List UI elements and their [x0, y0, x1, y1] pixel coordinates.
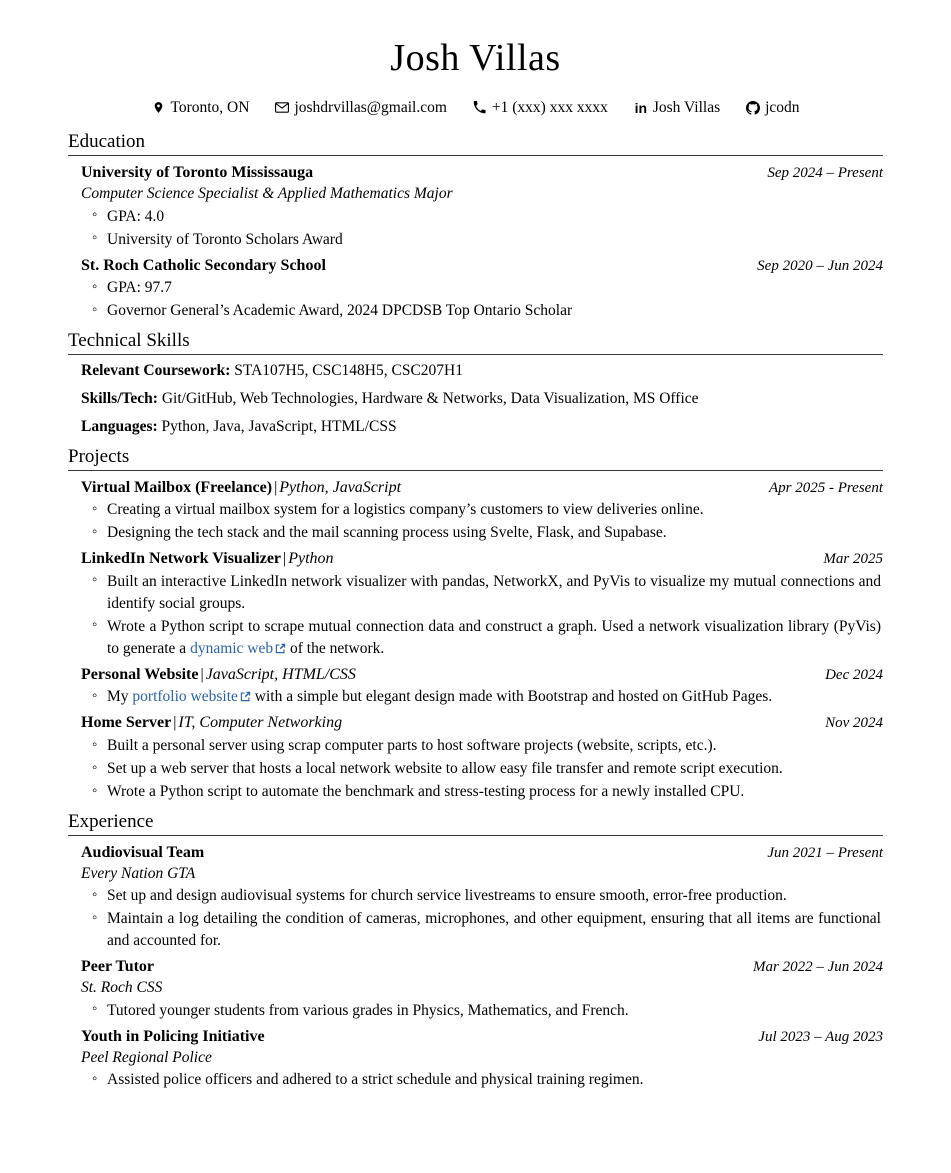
- contact-location-label: Toronto, ON: [170, 98, 250, 116]
- list-item: ◦ Tutored younger students from various grades in Physics, Mathematics, and French.: [107, 1000, 883, 1022]
- contact-phone-label: +1 (xxx) xxx xxxx: [491, 98, 608, 116]
- section-experience: [68, 811, 883, 1091]
- entry-title: St. Roch Catholic Secondary School: [81, 256, 326, 274]
- entry-date: Dec 2024: [825, 666, 883, 683]
- list-item: ◦ Built an interactive LinkedIn network visualizer with pandas, NetworkX, and PyVis to visualize my mutual connections and identify social groups.: [107, 571, 883, 615]
- entry-bullets: [81, 1069, 883, 1091]
- skill-value: Python, Java, JavaScript, HTML/CSS: [161, 417, 397, 435]
- section-rule: [68, 835, 883, 836]
- location-pin-icon: [151, 101, 165, 115]
- skill-label: Languages:: [81, 417, 158, 435]
- contact-location: [151, 100, 249, 116]
- section-rule: [68, 470, 883, 471]
- entry-bullets: [81, 499, 883, 544]
- bullet-text-before: Wrote a Python script to scrape mutual connection data and construct a graph. Used a network visualization library (PyVis) to generate a: [107, 617, 881, 657]
- list-item: [107, 616, 883, 660]
- entry-date: Mar 2025: [823, 551, 883, 568]
- entry-title: [81, 664, 356, 686]
- entry-tech: IT, Computer Networking: [178, 714, 343, 732]
- entry-title: [81, 712, 342, 734]
- entry-bullets: [81, 735, 883, 803]
- entry-title-text: Virtual Mailbox (Freelance): [81, 478, 273, 496]
- project-entries: [68, 477, 883, 803]
- list-item: ◦ Set up and design audiovisual systems for church service livestreams to ensure smooth, error-free production.: [107, 885, 883, 907]
- entry-date: Mar 2022 – Jun 2024: [753, 959, 883, 976]
- entry-title: University of Toronto Mississauga: [81, 164, 314, 182]
- entry-date: Jul 2023 – Aug 2023: [758, 1028, 883, 1045]
- entry-header: [81, 842, 883, 864]
- skill-value: STA107H5, CSC148H5, CSC207H1: [234, 362, 463, 380]
- phone-icon: [473, 101, 487, 115]
- list-item: ◦ Governor General’s Academic Award, 2024 DPCDSB Top Ontario Scholar: [107, 300, 883, 322]
- entry-title-text: Personal Website: [81, 665, 199, 683]
- experience-entries: [68, 842, 883, 1092]
- list-item: [107, 686, 883, 708]
- project-entry: [81, 712, 883, 803]
- contact-linkedin-label: Josh Villas: [652, 98, 721, 116]
- section-title-projects: Projects: [68, 445, 130, 467]
- entry-date: Sep 2020 – Jun 2024: [757, 257, 883, 274]
- contact-email-label: joshdrvillas@gmail.com: [294, 98, 447, 116]
- envelope-icon: [275, 101, 289, 115]
- bullet-text-after: with a simple but elegant design made with Bootstrap and hosted on GitHub Pages.: [250, 688, 773, 706]
- list-item: ◦ Wrote a Python script to automate the benchmark and stress-testing process for a newly installed CPU.: [107, 781, 883, 803]
- section-rule: [68, 155, 883, 156]
- entry-tech: Python, JavaScript: [279, 478, 402, 496]
- entry-bullets: [81, 885, 883, 952]
- list-item: ◦ University of Toronto Scholars Award: [107, 229, 883, 251]
- list-item: ◦ Designing the tech stack and the mail scanning process using Svelte, Flask, and Supabase.: [107, 522, 883, 544]
- skill-value: Git/GitHub, Web Technologies, Hardware & Networks, Data Visualization, MS Office: [161, 390, 699, 408]
- entry-date: Sep 2024 – Present: [767, 165, 883, 182]
- contact-email[interactable]: [275, 100, 446, 116]
- entry-tech: Python: [288, 550, 334, 568]
- page-title: Josh Villas: [390, 37, 561, 79]
- section-rule: [68, 354, 883, 355]
- entry-tech: JavaScript, HTML/CSS: [205, 665, 356, 683]
- list-item: ◦ Maintain a log detailing the condition of cameras, microphones, and other equipment, ensuring that all items are functional and accounted for.: [107, 908, 883, 952]
- project-entry: [81, 548, 883, 660]
- skill-line: [81, 417, 883, 438]
- entry-subtitle: Computer Science Specialist & Applied Mathematics Major: [81, 184, 453, 202]
- entry-date: Nov 2024: [825, 715, 883, 732]
- entry-title: Peer Tutor: [81, 958, 155, 976]
- external-link-icon: [240, 691, 251, 702]
- skill-line: [81, 389, 883, 410]
- bullet-text-after: of the network.: [286, 639, 385, 657]
- entry-title: Youth in Policing Initiative: [81, 1027, 265, 1045]
- experience-entry: [81, 1026, 883, 1092]
- entry-header: [81, 162, 883, 184]
- skill-label: Relevant Coursework:: [81, 362, 231, 380]
- education-entry: [81, 255, 883, 323]
- github-icon: [746, 101, 760, 115]
- contact-linkedin[interactable]: [634, 100, 720, 116]
- entry-bullets: [81, 1000, 883, 1022]
- section-technical-skills: [68, 330, 883, 438]
- section-education: [68, 131, 883, 322]
- entry-subtitle: Peel Regional Police: [81, 1048, 212, 1066]
- section-projects: [68, 446, 883, 803]
- entry-bullets: [81, 571, 883, 660]
- education-entry: [81, 162, 883, 251]
- link-label: dynamic web: [190, 639, 274, 657]
- list-item: ◦ Built a personal server using scrap computer parts to host software projects (website, scripts, etc.).: [107, 735, 883, 757]
- entry-header: [81, 956, 883, 978]
- entry-header: [81, 255, 883, 277]
- project-entry: [81, 664, 883, 709]
- linkedin-icon: in: [634, 99, 648, 116]
- list-item: ◦ GPA: 97.7: [107, 277, 883, 299]
- contact-row: [68, 100, 883, 116]
- entry-bullets: [81, 206, 883, 251]
- separator: |: [200, 665, 204, 683]
- list-item: ◦ GPA: 4.0: [107, 206, 883, 228]
- project-entry: [81, 477, 883, 545]
- section-title-experience: Experience: [68, 811, 154, 833]
- entry-header: [81, 1026, 883, 1048]
- skills-entries: [68, 361, 883, 438]
- entry-bullets: [81, 277, 883, 322]
- entry-header: [81, 664, 883, 686]
- separator: |: [173, 714, 177, 732]
- entry-title-text: LinkedIn Network Visualizer: [81, 550, 282, 568]
- entry-subtitle: St. Roch CSS: [81, 979, 163, 997]
- contact-github[interactable]: [746, 100, 799, 116]
- skill-label: Skills/Tech:: [81, 390, 158, 408]
- entry-date: Jun 2021 – Present: [767, 844, 883, 861]
- separator: |: [274, 478, 278, 496]
- bullet-text-before: My: [107, 688, 133, 706]
- contact-phone: [473, 100, 608, 116]
- experience-entry: [81, 842, 883, 953]
- entry-title-text: Home Server: [81, 714, 172, 732]
- portfolio-website-link[interactable]: [132, 688, 250, 705]
- list-item: ◦ Assisted police officers and adhered to a strict schedule and physical training regimen.: [107, 1069, 883, 1091]
- entry-header: [81, 548, 883, 570]
- list-item: ◦ Creating a virtual mailbox system for a logistics company’s customers to view deliveries online.: [107, 499, 883, 521]
- entry-title: Audiovisual Team: [81, 843, 205, 861]
- entry-date: Apr 2025 - Present: [768, 479, 883, 496]
- entry-subtitle: Every Nation GTA: [81, 864, 196, 882]
- entry-title: [81, 477, 401, 499]
- experience-entry: [81, 956, 883, 1022]
- list-item: ◦ Set up a web server that hosts a local network website to allow easy file transfer and remote script execution.: [107, 758, 883, 780]
- section-title-technical-skills: Technical Skills: [68, 330, 190, 352]
- dynamic-web-link[interactable]: [190, 640, 286, 657]
- contact-github-label: jcodn: [765, 98, 800, 116]
- entry-header: [81, 477, 883, 499]
- link-label: portfolio website: [132, 688, 238, 706]
- separator: |: [283, 550, 287, 568]
- entry-header: [81, 712, 883, 734]
- skill-line: [81, 361, 883, 382]
- entry-title: [81, 548, 334, 570]
- section-title-education: Education: [68, 131, 146, 153]
- education-entries: [68, 162, 883, 322]
- entry-bullets: [81, 686, 883, 708]
- external-link-icon: [275, 643, 286, 654]
